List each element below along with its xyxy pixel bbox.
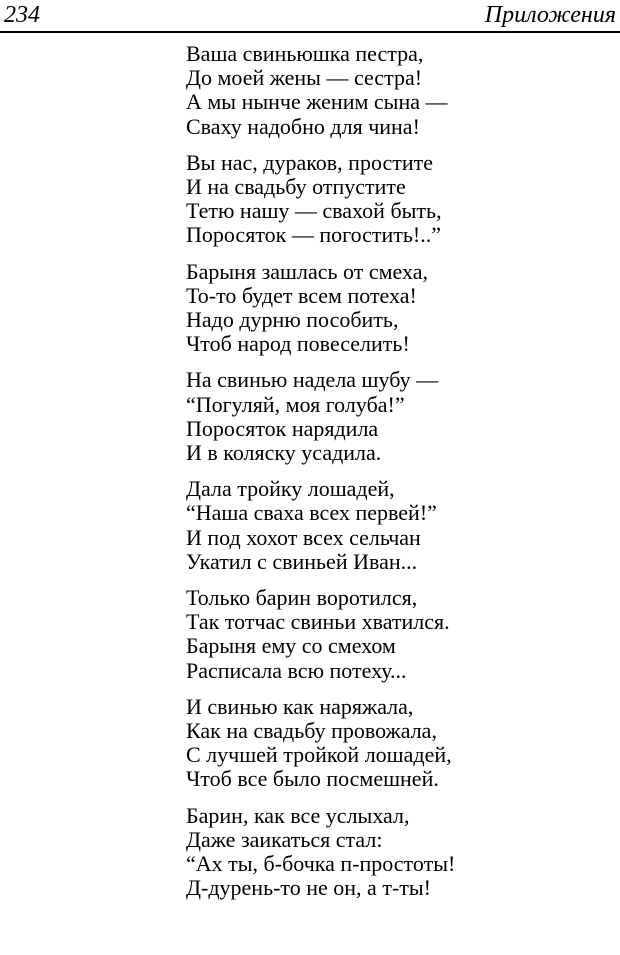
stanza: [186, 586, 606, 683]
stanza: [186, 42, 606, 139]
poem-line: И свинью как наряжала,: [186, 693, 414, 719]
poem-line: Чтоб все было посмешней.: [186, 766, 439, 792]
poem-body: [186, 42, 606, 913]
poem-line: Барыня ему со смехом: [186, 633, 396, 659]
page-number: 234: [4, 2, 40, 28]
page-header: [0, 0, 620, 33]
poem-line: Надо дурню пособить,: [186, 307, 399, 333]
poem-line: Как на свадьбу провожала,: [186, 718, 437, 744]
poem-line: И под хохот всех сельчан: [186, 524, 421, 550]
poem-line: Даже заикаться стал:: [186, 826, 383, 852]
poem-line: Тетю нашу — свахой быть,: [186, 198, 442, 224]
poem-line: Ваша свиньюшка пестра,: [186, 41, 424, 66]
poem-line: И в коляску усадила.: [186, 440, 382, 466]
stanza: [186, 260, 606, 357]
stanza: [186, 151, 606, 248]
poem-line: Д-дурень-то не он, а т-ты!: [186, 875, 431, 901]
poem-line: До моей жены — сестра!: [186, 65, 423, 91]
stanza: [186, 477, 606, 574]
poem-line: Поросяток нарядила: [186, 415, 379, 441]
poem-line: То-то будет всем потеха!: [186, 282, 417, 308]
running-title: Приложения: [484, 2, 616, 28]
poem-line: “Ах ты, б-бочка п-простоты!: [186, 851, 456, 877]
poem-line: Вы нас, дураков, простите: [186, 149, 434, 175]
poem-line: Сваху надобно для чина!: [186, 113, 420, 139]
poem-line: На свинью надела шубу —: [186, 367, 439, 393]
poem-line: Барин, как все услыхал,: [186, 802, 410, 828]
poem-line: Чтоб народ повеселить!: [186, 331, 410, 357]
header-rule: [0, 31, 620, 33]
poem-line: И на свадьбу отпустите: [186, 174, 406, 200]
poem-line: Барыня зашлась от смеха,: [186, 258, 428, 284]
poem-line: А мы нынче женим сына —: [186, 89, 448, 115]
poem-line: “Погуляй, моя голуба!”: [186, 391, 405, 417]
stanza: [186, 695, 606, 792]
poem-line: Так тотчас свиньи хватился.: [186, 609, 450, 635]
poem-line: С лучшей тройкой лошадей,: [186, 742, 452, 768]
poem-line: Укатил с свиньей Иван...: [186, 548, 418, 574]
stanza: [186, 368, 606, 465]
poem-line: Расписала всю потеху...: [186, 657, 407, 683]
poem-line: “Наша сваха всех первей!”: [186, 500, 437, 526]
poem-line: Только барин воротился,: [186, 585, 418, 611]
poem-line: Дала тройку лошадей,: [186, 476, 395, 502]
poem-line: Поросяток — погостить!..”: [186, 222, 442, 248]
stanza: [186, 804, 606, 901]
